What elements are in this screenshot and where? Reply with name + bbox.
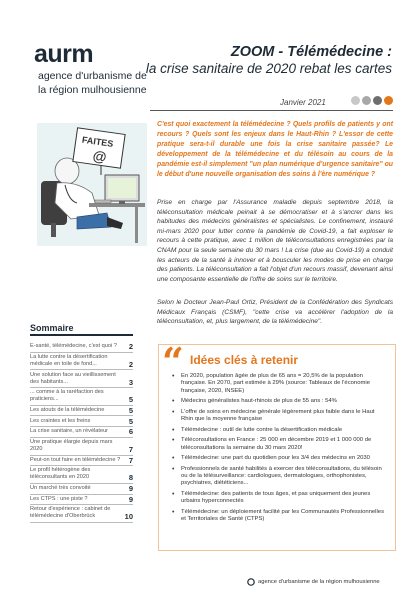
toc-item-page: 2 — [128, 359, 133, 369]
toc-item-label: Une pratique élargie depuis mars 2020 — [30, 439, 113, 452]
toc-item-page: 8 — [128, 473, 133, 483]
decor-dot-4 — [384, 96, 393, 105]
toc-item-label: Retour d'expérience : cabinet de télémédecine d'Oberbrück — [30, 506, 111, 520]
toc-item-label: Le profil hétérogène des téléconsultants en 2020 — [30, 467, 91, 481]
key-idea-item: • Télémédecine: un déploiement facilité par les Communautés Professionnelles et Territoriales de Santé (CTPS) — [172, 509, 386, 524]
toc-item-page: 10 — [124, 512, 133, 522]
toc-item-label: Les atouts de la télémédecine — [30, 406, 105, 413]
footer-logo-icon — [247, 578, 255, 586]
toc-item-label: Une solution face au vieillissement des habitants... — [30, 371, 116, 385]
toc-item-page: 7 — [128, 445, 133, 454]
toc-item-page: 5 — [128, 395, 133, 405]
decor-dot-3 — [373, 96, 382, 105]
key-idea-item: • Médecins généralistes haut-rhinois de plus de 55 ans : 54% — [172, 398, 386, 405]
toc-item[interactable] — [30, 484, 133, 495]
toc-item-label: E-santé, télémédecine, c'est quoi ? — [30, 343, 117, 350]
desk-shape — [89, 203, 145, 207]
toc-item-page: 6 — [128, 427, 133, 437]
key-idea-item: • Télémédecine : outil de lutte contre la désertification médicale — [172, 427, 386, 434]
sign-symbol: @ — [91, 147, 108, 166]
page-title: ZOOM - Télémédecine : — [230, 44, 392, 60]
page-subtitle: la crise sanitaire de 2020 rebat les cartes — [145, 61, 392, 76]
publication-date: Janvier 2021 — [280, 98, 326, 107]
key-idea-item: • Télémédecine: une part du quotidien pour les 3/4 des médecins en 2030 — [172, 455, 386, 462]
key-ideas-title: Idées clés à retenir — [190, 353, 299, 367]
decor-dot-2 — [362, 96, 371, 105]
logo-subtitle-line2: la région mulhousienne — [38, 84, 147, 96]
toc-item-label: Peut-on tout faire en télémédecine ? — [30, 456, 121, 463]
illustration-drawing — [37, 123, 147, 246]
toc-item-page: 9 — [128, 494, 133, 504]
logo: aurm — [34, 40, 94, 68]
toc-title-underline — [30, 334, 133, 336]
telemedicine-illustration — [37, 123, 147, 246]
logo-subtitle-line1: agence d'urbanisme de — [38, 70, 147, 82]
toc-item[interactable] — [30, 495, 133, 506]
key-idea-item: • Téléconsultations en France : 25 000 en décembre 2019 et 1 000 000 de téléconsultations la semaine du 30 mars 2020! — [172, 437, 386, 452]
toc-item-label: La lutte contre la désertification médicale en toile de fond... — [30, 353, 108, 367]
decor-dot-1 — [351, 96, 360, 105]
toc-item-page: 3 — [128, 377, 133, 387]
toc-item-page: 5 — [128, 405, 133, 415]
key-idea-item: • En 2020, population âgée de plus de 65 ans = 20,5% de la population française. En 2070, part estimée à 29% (source: Tableaux de l'économie française, 2020, INSEE) — [172, 373, 386, 395]
toc-item[interactable] — [30, 438, 133, 456]
toc-item-label: Les CTPS : une piste ? — [30, 495, 88, 502]
key-idea-item: • Professionnels de santé habilités à exercer des téléconsultations, du télésoin ou de la télésurveillance: cardiologues, dermatologues, orthophonistes, psychiatres, diététiciens... — [172, 466, 386, 488]
footer-text: agence d'urbanisme de la région mulhousienne — [258, 579, 380, 585]
toc-item-page: 5 — [128, 416, 133, 426]
key-idea-item: • Télémédecine: des patients de tous âges, et pas uniquement des jeunes urbains hyperconnectés — [172, 491, 386, 506]
toc-item[interactable] — [30, 416, 133, 427]
header-divider — [150, 110, 393, 111]
toc-item-label: Les craintes et les freins — [30, 417, 91, 424]
toc-item[interactable] — [30, 505, 133, 523]
toc-title: Sommaire — [30, 323, 74, 333]
sign-text: FAITES — [81, 134, 114, 149]
table-of-contents — [30, 342, 133, 523]
toc-item[interactable] — [30, 342, 133, 353]
toc-item[interactable] — [30, 353, 133, 371]
body-paragraph-1: Prise en charge par l'Assurance maladie depuis septembre 2018, la téléconsultation médicale peinait à se démocratiser et à s'ancrer dans les habitudes des médecins généralistes et spécialistes. Le confinement, instauré mi-mars 2020 pour lutter contre la pandémie de Covid-19, a fait exploser le recours à cette pratique, avec 1 million de téléconsultations enregistrées par la CNAM pour la seule semaine du 30 mars ! La crise (due au Covid-19) a conduit les acteurs de la santé à innover et à bousculer les modes de prise en charge des patients. La téléconsultation a fait l'objet d'un recours massif, devenant ainsi une composante essentielle de l'offre de soins sur le territoire. — [157, 199, 393, 283]
toc-item[interactable] — [30, 406, 133, 417]
toc-item[interactable] — [30, 456, 133, 467]
key-idea-item: • L'offre de soins en médecine générale légèrement plus faible dans le Haut Rhin que la moyenne française — [172, 409, 386, 424]
key-ideas-list — [172, 373, 386, 527]
toc-item[interactable] — [30, 388, 133, 406]
toc-item[interactable] — [30, 466, 133, 484]
toc-item-page: 2 — [128, 342, 133, 352]
toc-item-page: 9 — [128, 484, 133, 494]
toc-item-label: ... comme à la raréfaction des praticiens... — [30, 389, 104, 403]
toc-item[interactable] — [30, 427, 133, 438]
toc-item-label: Un marché très convoité — [30, 485, 91, 492]
toc-item-label: La crise sanitaire, un révélateur — [30, 428, 109, 435]
toc-item-page: 7 — [128, 455, 133, 465]
toc-item[interactable] — [30, 370, 133, 388]
quote-mark-icon: “ — [162, 339, 184, 384]
intro-questions: C'est quoi exactement la télémédecine ? Quels profils de patients y ont recours ? Quels sont les enjeux dans le Haut-Rhin ? L'essor de cette pratique sera-t-il durable une fois la crise sanitaire passée? Le développement de la télémédecine et du télésoin au cours de la pandémie est-il simplement "un plan numérique d'urgence sanitaire" ou le début d'une nouvelle organisation des soins à l'ère numérique ? — [157, 121, 393, 178]
body-paragraph-2: Selon le Docteur Jean-Paul Ortiz, Président de la Confédération des Syndicats Médicaux Français (CSMF), "cette crise va accélérer l'adoption de la téléconsultation, et, plus largement, de la télémédecine". — [157, 299, 393, 326]
